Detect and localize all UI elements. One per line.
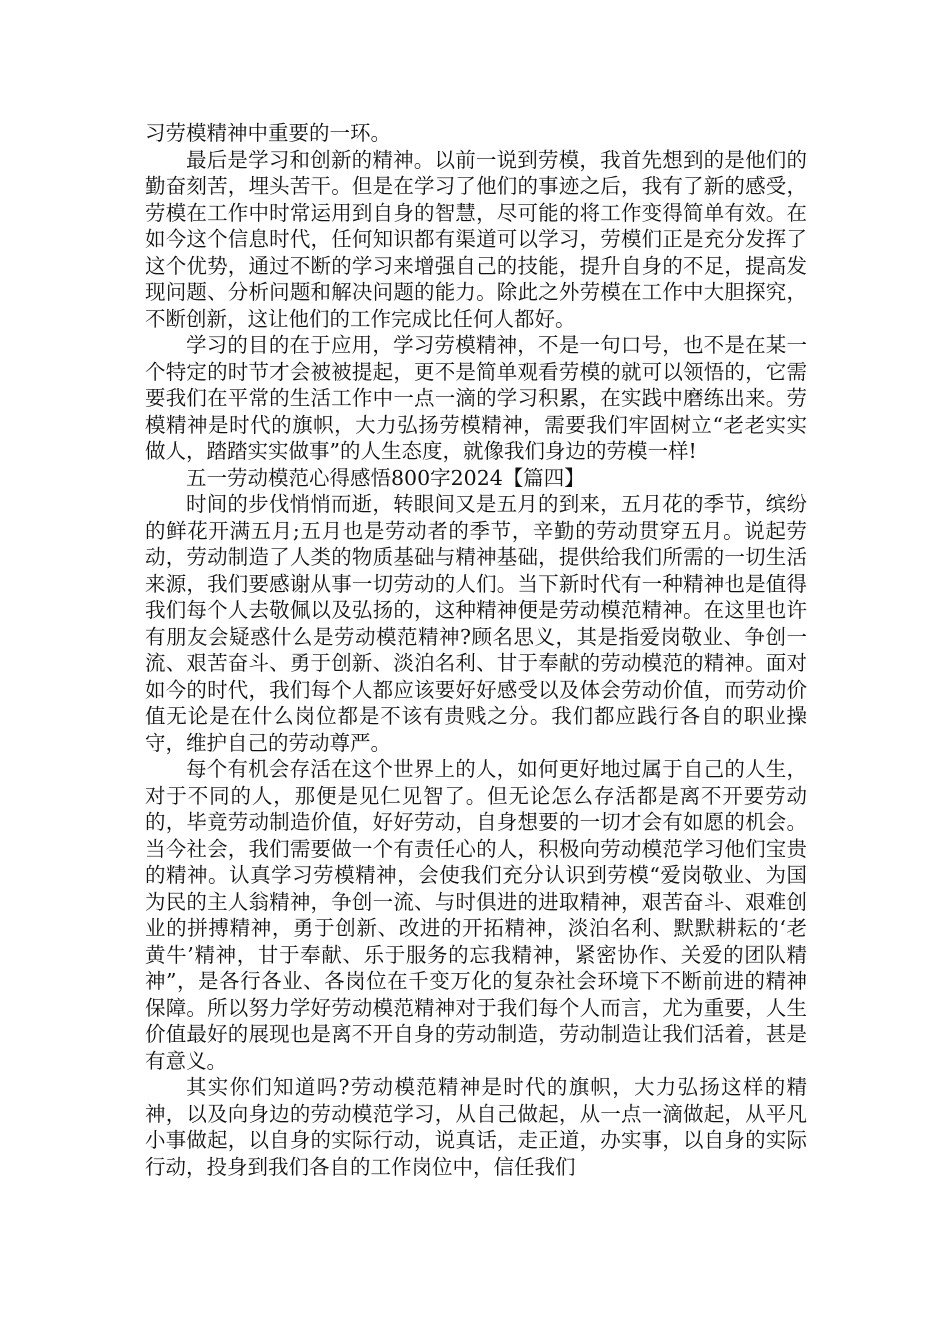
section-heading: 五一劳动模范心得感悟800字2024【篇四】 xyxy=(186,465,585,490)
paragraph-life-value: 每个有机会存活在这个世界上的人，如何更好地过属于自己的人生，对于不同的人，那便是见仁见智了。但无论怎么存活都是离不开要劳动的，毕竟劳动制造价值，好好劳动，自身想要的一切才会有如愿的机会。当今社会，我们需要做一个有责任心的人，积极向劳动模范学习他们宝贵的精神。认真学习劳模精神，会使我们充分认识到劳模“爱岗敬业、为国为民的主人翁精神，争创一流、与时俱进的进取精神，艰苦奋斗、艰难创业的拼搏精神，勇于创新、改进的开拓精神，淡泊名利、默默耕耘的‘老黄牛’精神，甘于奉献、乐于服务的忘我精神，紧密协作、关爱的团队精神”，是各行各业、各岗位在千变万化的复杂社会环境下不断前进的精神保障。所以努力学好劳动模范精神对于我们每个人而言，尤为重要，人生价值最好的展现也是离不开自身的劳动制造，劳动制造让我们活着，甚是有意义。 xyxy=(145,757,807,1073)
paragraph-may-labor: 时间的步伐悄悄而逝，转眼间又是五月的到来，五月花的季节，缤纷的鲜花开满五月;五月也是劳动者的季节，辛勤的劳动贯穿五月。说起劳动，劳动制造了人类的物质基础与精神基础，提供给我们所需的一切生活来源，我们要感谢从事一切劳动的人们。当下新时代有一种精神也是值得我们每个人去敬佩以及弘扬的，这种精神便是劳动模范精神。在这里也许有朋友会疑惑什么是劳动模范精神?顾名思义，其是指爱岗敬业、争创一流、艰苦奋斗、勇于创新、淡泊名利、甘于奉献的劳动模范的精神。面对如今的时代，我们每个人都应该要好好感受以及体会劳动价值，而劳动价值无论是在什么岗位都是不该有贵贱之分。我们都应践行各自的职业操守，维护自己的劳动尊严。 xyxy=(145,492,807,755)
paragraph-learning-purpose: 学习的目的在于应用，学习劳模精神，不是一句口号，也不是在某一个特定的时节才会被被提起，更不是简单观看劳模的就可以领悟的，它需要我们在平常的生活工作中一点一滴的学习积累，在实践中磨练出来。劳模精神是时代的旗帜，大力弘扬劳模精神，需要我们牢固树立“老老实实做人，踏踏实实做事”的人生态度，就像我们身边的劳模一样! xyxy=(145,333,807,463)
paragraph-innovation-spirit: 最后是学习和创新的精神。以前一说到劳模，我首先想到的是他们的勤奋刻苦，埋头苦干。但是在学习了他们的事迹之后，我有了新的感受，劳模在工作中时常运用到自身的智慧，尽可能的将工作变得简单有效。在如今这个信息时代，任何知识都有渠道可以学习，劳模们正是充分发挥了这个优势，通过不断的学习来增强自己的技能，提升自身的不足，提高发现问题、分析问题和解决问题的能力。除此之外劳模在工作中大胆探究，不断创新，这让他们的工作完成比任何人都好。 xyxy=(145,147,807,331)
paragraph-continuation: 习劳模精神中重要的一环。 xyxy=(145,121,391,145)
document-page xyxy=(145,120,807,1180)
paragraph-model-spirit: 其实你们知道吗?劳动模范精神是时代的旗帜，大力弘扬这样的精神，以及向身边的劳动模范学习，从自己做起，从一点一滴做起，从平凡小事做起，以自身的实际行动，说真话，走正道，办实事，以自身的实际行动，投身到我们各自的工作岗位中，信任我们 xyxy=(145,1075,807,1179)
